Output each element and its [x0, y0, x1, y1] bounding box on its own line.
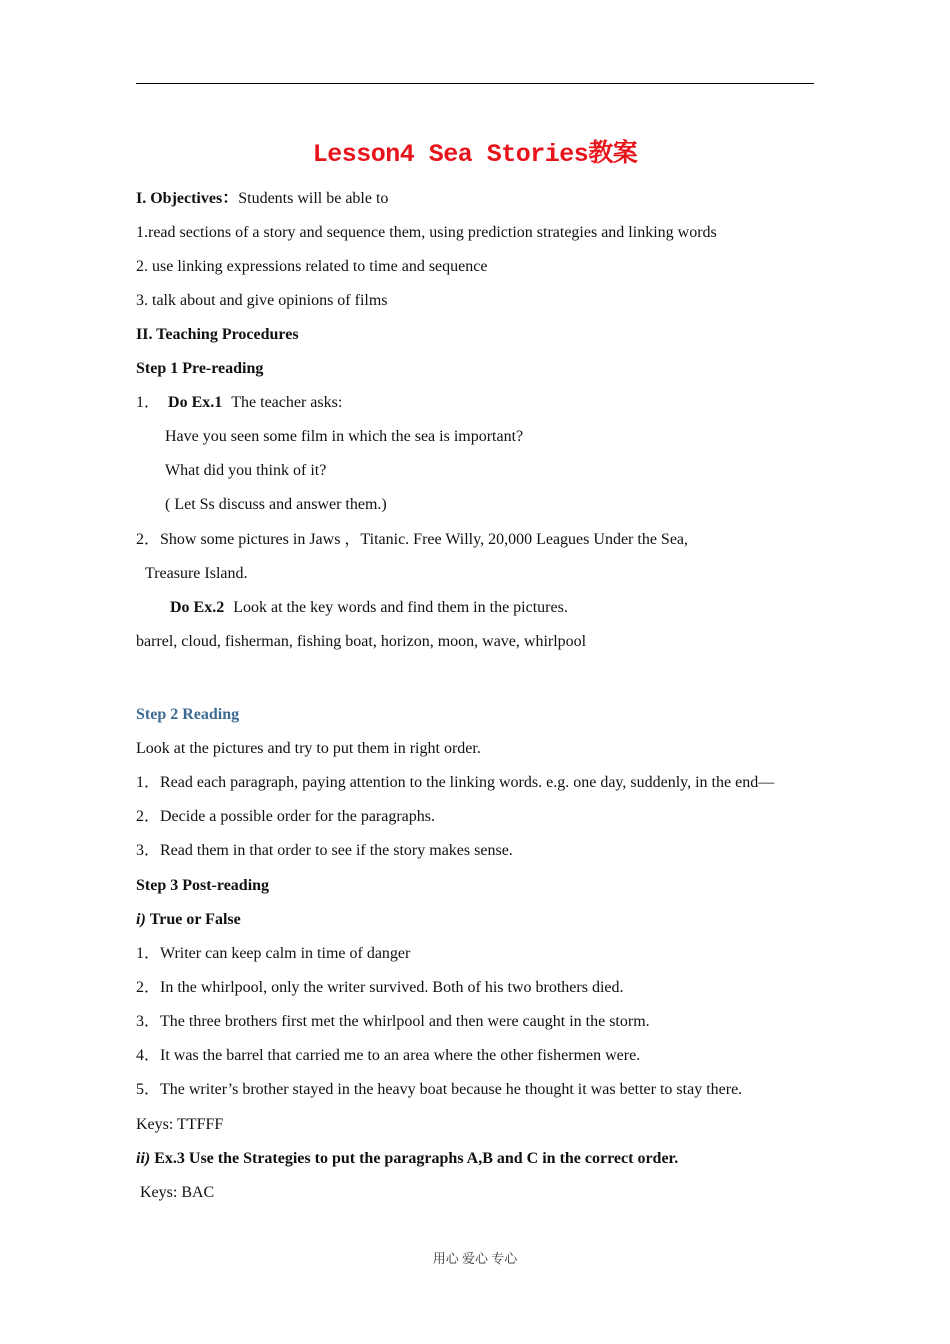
- step2-heading: Step 2 Reading: [136, 706, 240, 723]
- ex2-line: [170, 598, 568, 618]
- objective-item: 2. use linking expressions related to time and sequence: [136, 258, 488, 275]
- objective-item: 1.read sections of a story and sequence them, using prediction strategies and linking words: [136, 224, 717, 241]
- question-line: What did you think of it?: [165, 462, 327, 479]
- part1-label: i): [136, 911, 146, 928]
- step2-intro: Look at the pictures and try to put them in right order.: [136, 740, 481, 757]
- step1-heading: Step 1 Pre-reading: [136, 360, 264, 377]
- statement-item: 2．In the whirlpool, only the writer survived. Both of his two brothers died.: [136, 979, 624, 996]
- part2-title: Ex.3 Use the Strategies to put the paragraphs A,B and C in the correct order.: [154, 1150, 679, 1167]
- step1-item2-cont: Treasure Island.: [145, 565, 248, 582]
- objectives-intro: Students will be able to: [238, 190, 389, 207]
- document-title: Lesson4 Sea Stories教案: [312, 140, 638, 169]
- step2-item: 2．Decide a possible order for the paragraphs.: [136, 808, 436, 825]
- step1-item2: 2．Show some pictures in Jaws ，Titanic. Free Willy, 20,000 Leagues Under the Sea,: [136, 531, 689, 548]
- keys-line: Keys: BAC: [140, 1184, 215, 1201]
- ex1-text: The teacher asks:: [231, 394, 343, 411]
- question-line: Have you seen some film in which the sea is important?: [165, 428, 524, 445]
- true-false-heading: [136, 910, 241, 930]
- keys-line: Keys: TTFFF: [136, 1116, 224, 1133]
- header-rule: [136, 83, 814, 84]
- statement-item: 3．The three brothers first met the whirlpool and then were caught in the storm.: [136, 1013, 650, 1030]
- part2-label: ii): [136, 1150, 151, 1167]
- statement-item: 5．The writer’s brother stayed in the heavy boat because he thought it was better to stay there.: [136, 1081, 743, 1098]
- step2-item: 1．Read each paragraph, paying attention to the linking words. e.g. one day, suddenly, in the end—: [136, 774, 775, 791]
- question-line: ( Let Ss discuss and answer them.): [165, 496, 387, 513]
- ex2-text: Look at the key words and find them in the pictures.: [233, 599, 568, 616]
- part1-title: True or False: [149, 911, 241, 928]
- page-footer: 用心 爱心 专心: [432, 1251, 518, 1266]
- objectives-line: [136, 189, 388, 209]
- step1-item1: [136, 393, 342, 413]
- objectives-heading: I. Objectives：: [136, 190, 239, 207]
- statement-item: 4．It was the barrel that carried me to an area where the other fishermen were.: [136, 1047, 641, 1064]
- ex3-heading: [136, 1149, 678, 1169]
- ex2-label: Do Ex.2: [170, 599, 225, 616]
- ex1-label: Do Ex.1: [168, 394, 223, 411]
- procedures-heading: II. Teaching Procedures: [136, 326, 299, 343]
- keywords-line: barrel, cloud, fisherman, fishing boat, horizon, moon, wave, whirlpool: [136, 633, 587, 650]
- objective-item: 3. talk about and give opinions of films: [136, 292, 388, 309]
- step2-item: 3．Read them in that order to see if the story makes sense.: [136, 842, 513, 859]
- item-number: 1．: [136, 394, 161, 411]
- step3-heading: Step 3 Post-reading: [136, 877, 270, 894]
- statement-item: 1．Writer can keep calm in time of danger: [136, 945, 411, 962]
